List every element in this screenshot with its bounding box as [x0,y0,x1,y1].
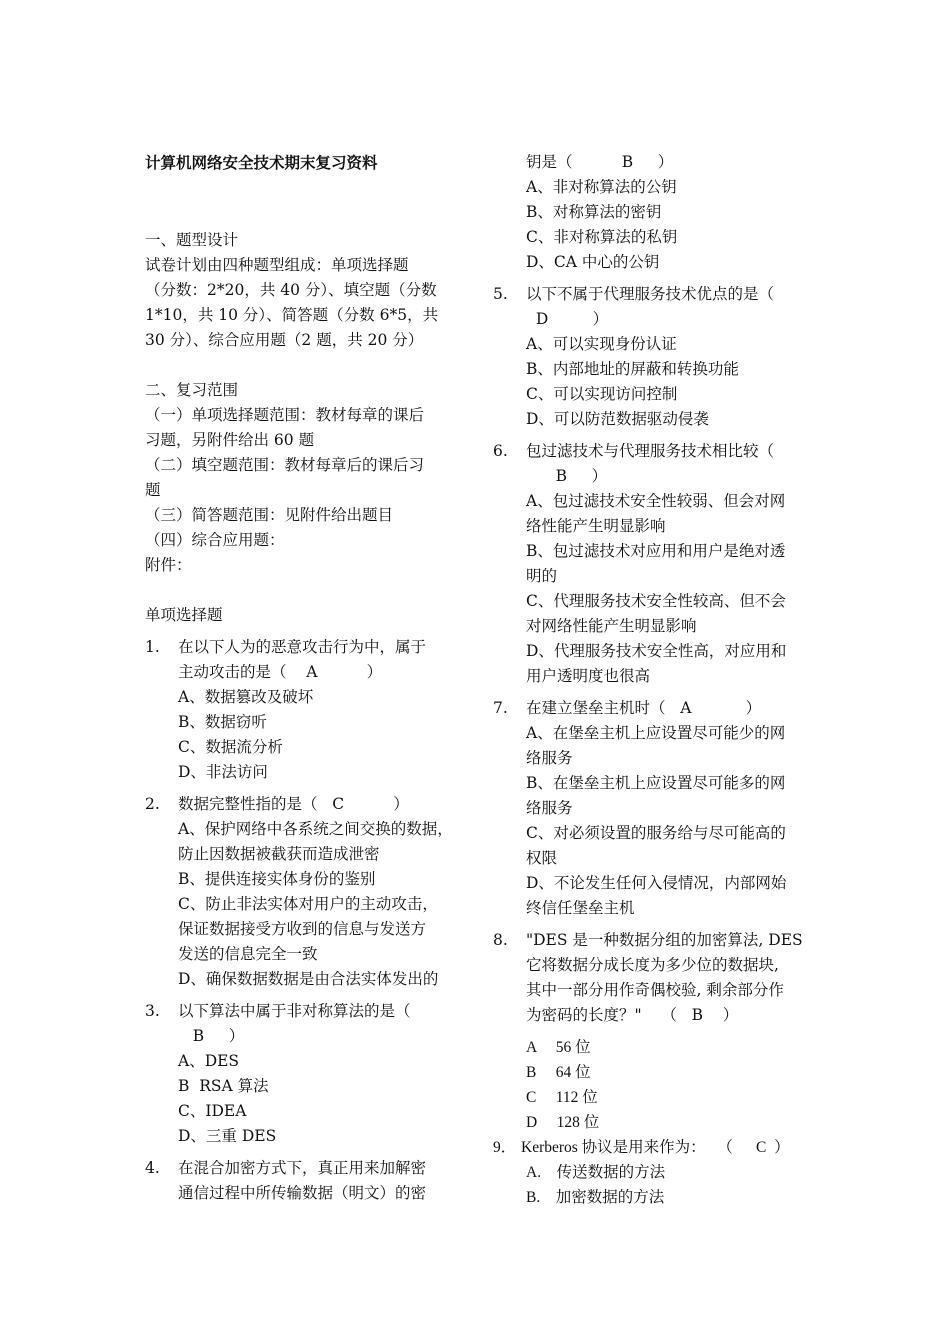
question-stem: B ） [178,1027,245,1045]
question-number: 8. [493,931,508,949]
question-stem: 为密码的长度？" （ B ） [526,1006,739,1024]
option: D、确保数据数据是由合法实体发出的 [178,970,439,988]
question-number: 6. [493,442,508,460]
question-stem: Kerberos 协议是用来作为： （ C ） [521,1139,790,1156]
question-8 [493,928,813,1135]
option: B、对称算法的密钥 [526,203,662,221]
question-stem: 在以下人为的恶意攻击行为中，属于 [178,638,427,656]
option: B、包过滤技术对应用和用户是绝对透 [526,542,786,560]
option: D、可以防范数据驱动侵袭 [526,410,709,428]
option: 络服务 [526,799,573,817]
paragraph-line: （二）填空题范围：教材每章后的课后习 [145,456,425,474]
option: A、可以实现身份认证 [526,335,677,353]
option: A、保护网络中各系统之间交换的数据， [178,820,453,838]
question-stem: "DES 是一种数据分组的加密算法, DES [526,931,803,949]
question-stem: 钥是（ B ） [526,153,674,171]
option: D、CA 中心的公钥 [526,253,660,271]
paragraph-line: 题 [145,481,161,499]
paragraph-line: 30 分）、综合应用题（2 题，共 20 分） [145,331,424,349]
question-1 [145,635,465,785]
option: 保证数据接受方收到的信息与发送方 [178,920,427,938]
paragraph-line: （分数：2*20，共 40 分）、填空题（分数 [145,281,437,299]
question-number: 7. [493,699,508,717]
option: C、防止非法实体对用户的主动攻击， [178,895,438,913]
option: A、包过滤技术安全性较弱、但会对网 [526,492,786,510]
question-4-continued [493,150,813,275]
option: B、提供连接实体身份的鉴别 [178,870,376,888]
option: A、DES [178,1052,240,1070]
option: B. 加密数据的方法 [526,1189,665,1206]
section-heading: 二、复习范围 [145,381,239,399]
question-2 [145,792,465,992]
option: B RSA 算法 [178,1077,269,1095]
paragraph-line: （四）综合应用题： [145,531,285,549]
question-number: 2. [145,795,160,813]
paragraph-line: 1*10，共 10 分）、简答题（分数 6*5，共 [145,306,439,324]
question-number: 5. [493,285,508,303]
question-6 [493,439,813,689]
option: 明的 [526,567,558,585]
option: D 128 位 [526,1114,600,1131]
option: 对网络性能产生明显影响 [526,617,697,635]
question-stem: 以下算法中属于非对称算法的是（ [178,1002,411,1020]
paragraph-line: （一）单项选择题范围：教材每章的课后 [145,406,425,424]
question-stem: 数据完整性指的是（ C ） [178,795,409,813]
option: D、不论发生任何入侵情况，内部网始 [526,874,787,892]
paragraph-line: 试卷计划由四种题型组成：单项选择题 [145,256,409,274]
section-heading: 单项选择题 [145,606,223,624]
option: B 64 位 [526,1064,591,1081]
question-stem: B ） [526,467,608,485]
question-stem: 以下不属于代理服务技术优点的是（ [526,285,775,303]
option: C、对必须设置的服务给与尽可能高的 [526,824,786,842]
left-column [145,150,465,1206]
question-stem: D ） [526,310,609,328]
option: C、非对称算法的私钥 [526,228,678,246]
option: D、非法访问 [178,763,268,781]
option: D、代理服务技术安全性高，对应用和 [526,642,787,660]
option: A 56 位 [526,1039,591,1056]
paragraph-line: （三）简答题范围：见附件给出题目 [145,506,394,524]
question-4 [145,1156,465,1206]
question-stem: 它将数据分成长度为多少位的数据块, [526,956,779,974]
option: 络性能产生明显影响 [526,517,666,535]
question-number: 9． [493,1139,517,1156]
page-title: 计算机网络安全技术期末复习资料 [145,153,378,172]
option: D、三重 DES [178,1127,277,1145]
option: 发送的信息完全一致 [178,945,318,963]
option: B、数据窃听 [178,713,267,731]
option: 防止因数据被截获而造成泄密 [178,845,380,863]
option: 权限 [526,849,558,867]
option: A、在堡垒主机上应设置尽可能少的网 [526,724,786,742]
option: 络服务 [526,749,573,767]
option: A、数据篡改及破坏 [178,688,314,706]
option: 终信任堡垒主机 [526,899,635,917]
paragraph-line: 附件： [145,556,192,574]
question-5 [493,282,813,432]
option: C、代理服务技术安全性较高、但不会 [526,592,786,610]
question-stem: 其中一部分用作奇偶校验, 剩余部分作 [526,981,784,999]
section-heading: 一、题型设计 [145,231,239,249]
question-3 [145,999,465,1149]
option: B、在堡垒主机上应设置尽可能多的网 [526,774,786,792]
option: A. 传送数据的方法 [526,1164,666,1181]
option: C、IDEA [178,1102,247,1120]
question-7 [493,696,813,921]
paragraph-line: 习题，另附件给出 60 题 [145,431,315,449]
option: B、内部地址的屏蔽和转换功能 [526,360,739,378]
question-stem: 在建立堡垒主机时（ A ） [526,699,762,717]
option: C、可以实现访问控制 [526,385,678,403]
option: 用户透明度也很高 [526,667,651,685]
question-stem: 在混合加密方式下，真正用来加解密 [178,1159,427,1177]
right-column [493,150,813,1210]
question-number: 4. [145,1159,160,1177]
question-stem: 通信过程中所传输数据（明文）的密 [178,1184,427,1202]
question-number: 3. [145,1002,160,1020]
question-stem: 包过滤技术与代理服务技术相比较（ [526,442,775,460]
option: C、数据流分析 [178,738,283,756]
question-stem: 主动攻击的是（ A ） [178,663,383,681]
option: A、非对称算法的公钥 [526,178,677,196]
option: C 112 位 [526,1089,598,1106]
question-9 [493,1135,813,1210]
question-number: 1. [145,638,160,656]
